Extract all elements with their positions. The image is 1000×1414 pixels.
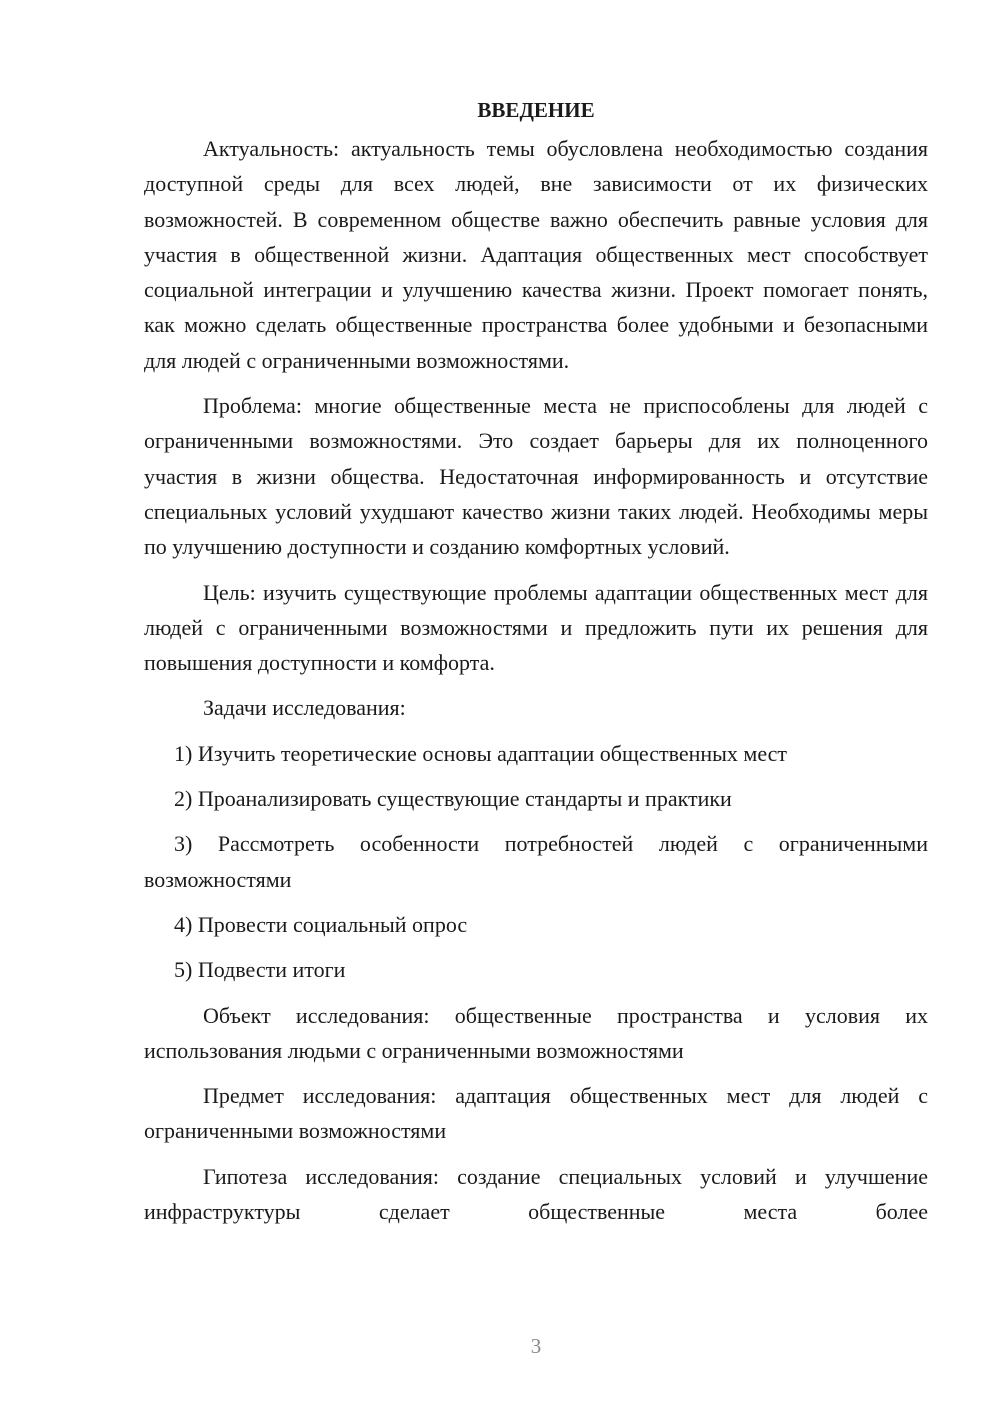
task-item-1: 1) Изучить теоретические основы адаптации общественных мест	[174, 740, 788, 766]
problem-paragraph: Проблема: многие общественные места не приспособлены для людей с ограниченными возможностями. Это создает барьеры для их полноценного участия в жизни общества. Недостаточная информированность и отсутствие специальных условий ухудшают качество жизни таких людей. Необходимы меры по улучшению доступности и созданию комфортных условий.	[144, 393, 928, 560]
task-item-3: 3) Рассмотреть особенности потребностей людей с ограниченными возможностями	[144, 831, 928, 892]
task-item-4: 4) Провести социальный опрос	[174, 911, 468, 937]
task-item-2: 2) Проанализировать существующие стандарты и практики	[174, 786, 732, 812]
tasks-heading: Задачи исследования:	[203, 695, 406, 721]
document-page	[144, 95, 928, 1239]
subject-paragraph: Предмет исследования: адаптация общественных мест для людей с ограниченными возможностями	[144, 1083, 928, 1144]
relevance-paragraph: Актуальность: актуальность темы обусловлена необходимостью создания доступной среды для всех людей, вне зависимости от их физических возможностей. В современном обществе важно обеспечить равные условия для участия в общественной жизни. Адаптация общественных мест способствует социальной интеграции и улучшению качества жизни. Проект помогает понять, как можно сделать общественные пространства более удобными и безопасными для людей с ограниченными возможностями.	[144, 136, 928, 373]
task-item-5: 5) Подвести итоги	[174, 957, 346, 983]
goal-paragraph: Цель: изучить существующие проблемы адаптации общественных мест для людей с ограниченными возможностями и предложить пути их решения для повышения доступности и комфорта.	[144, 579, 928, 676]
section-heading: ВВЕДЕНИЕ	[477, 98, 595, 122]
object-paragraph: Объект исследования: общественные пространства и условия их использования людьми с ограниченными возможностями	[144, 1002, 928, 1063]
hypothesis-paragraph: Гипотеза исследования: создание специальных условий и улучшение инфраструктуры сделает общественные места более	[144, 1163, 928, 1225]
page-number: 3	[530, 1334, 542, 1358]
